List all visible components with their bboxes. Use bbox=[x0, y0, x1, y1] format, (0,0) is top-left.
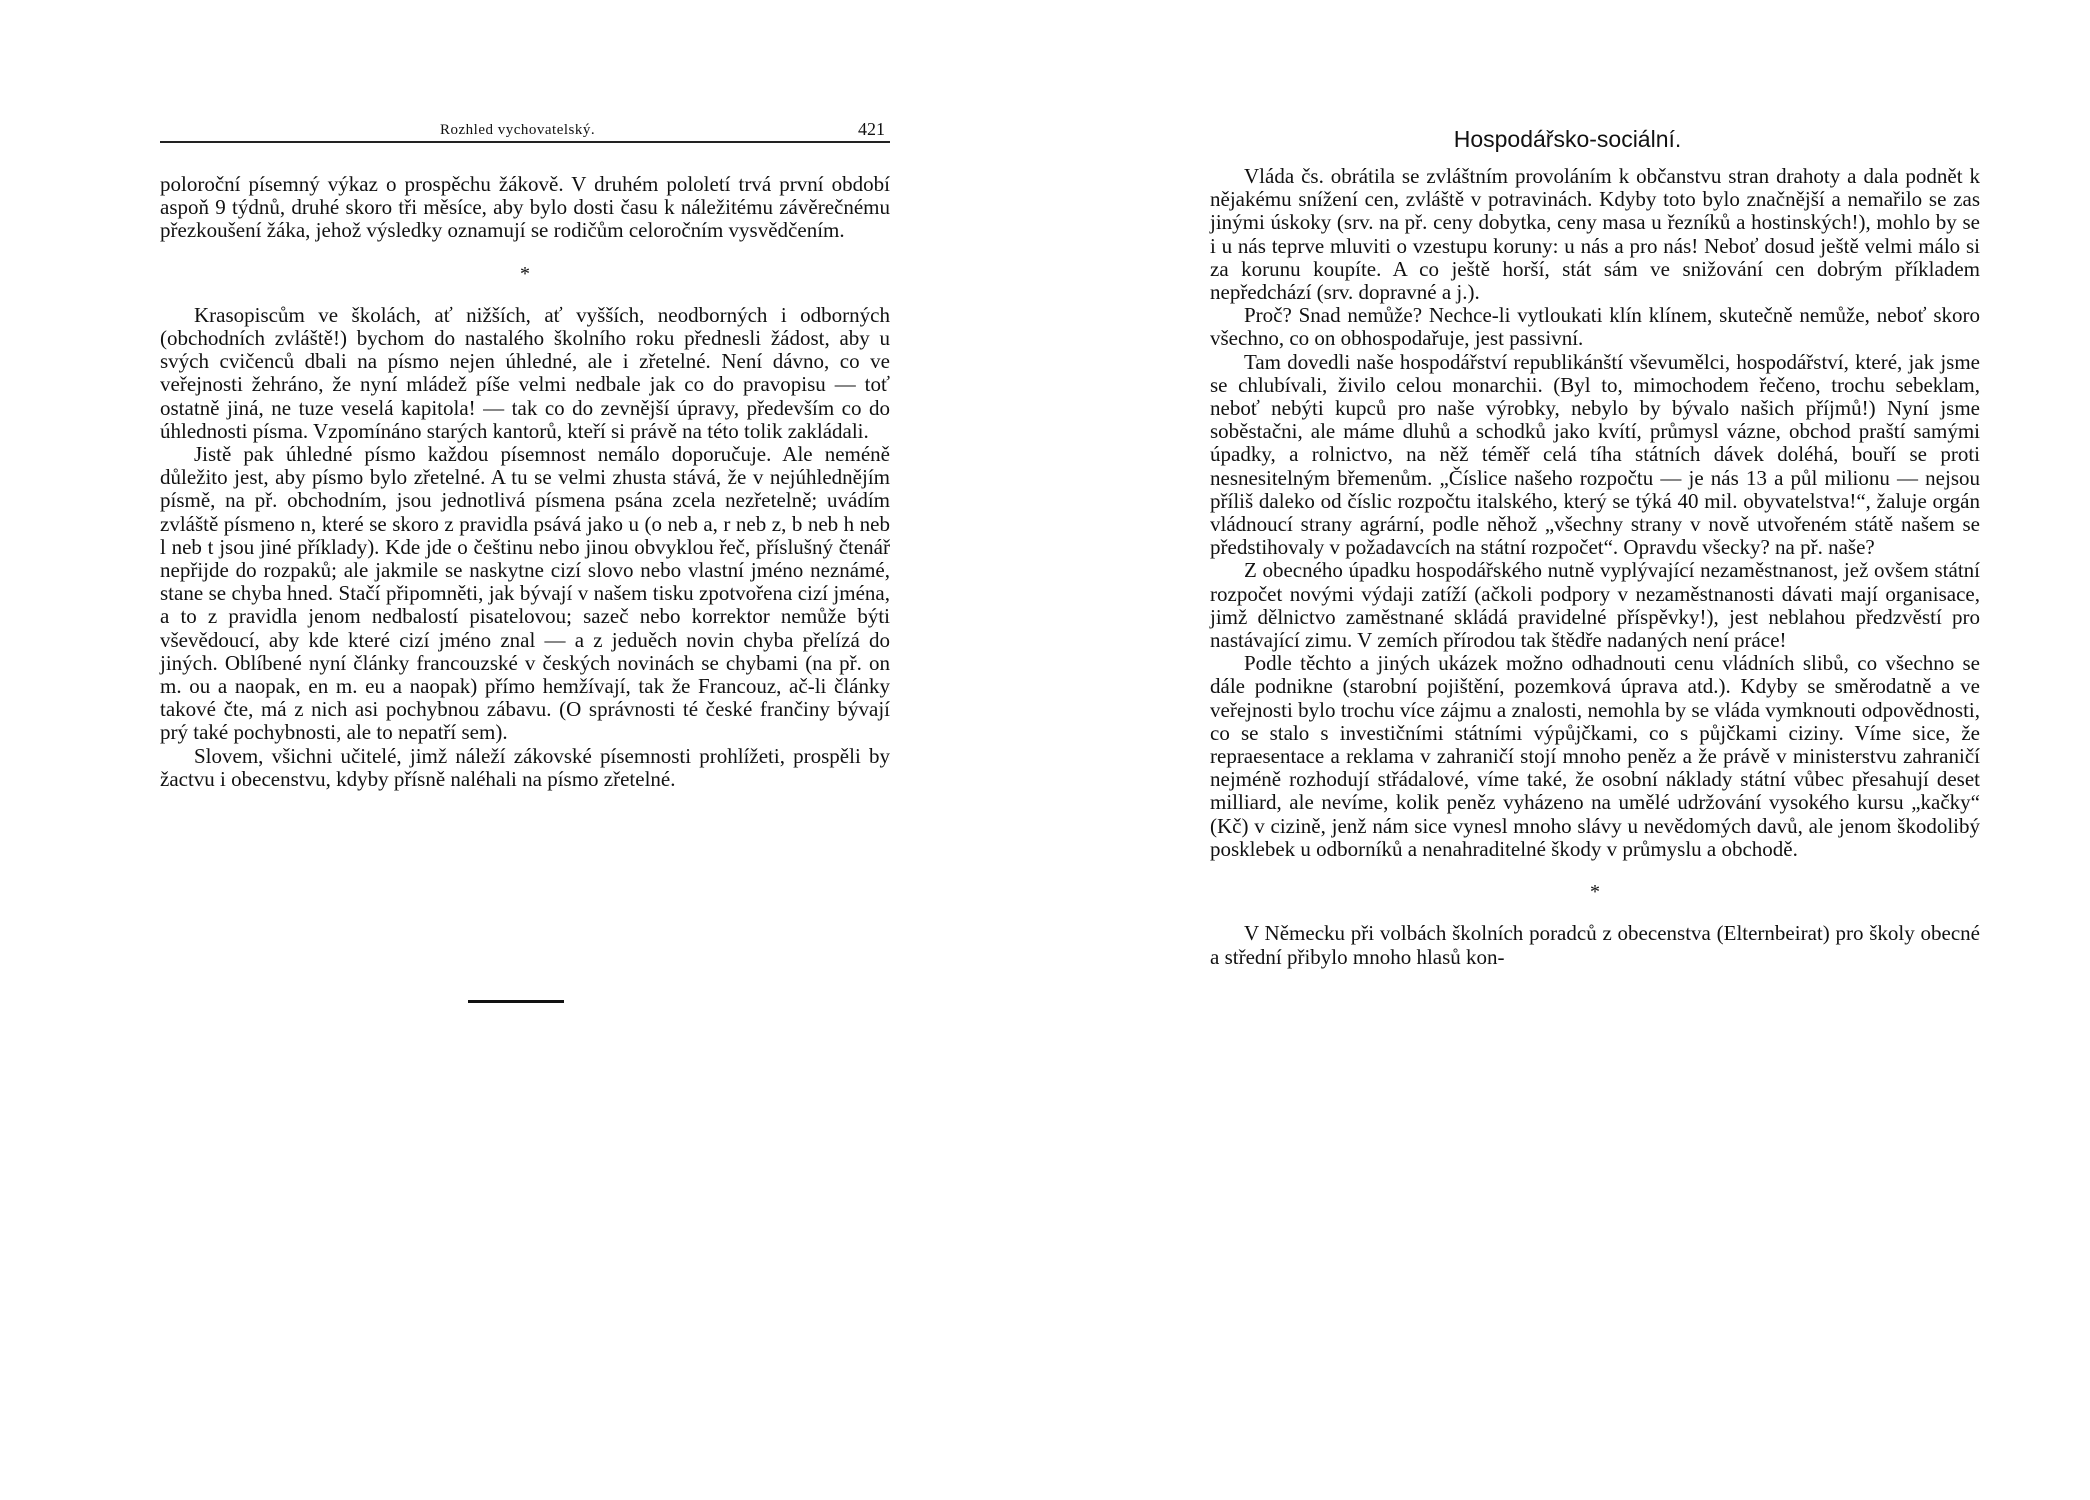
section-separator: * bbox=[1590, 881, 1600, 904]
paragraph: Krasopiscům ve školách, ať nižších, ať vyšších, neodborných i odborných (obchodních zvláště!) bychom do nastalého školního roku přednesli žádost, aby u svých cvičenců dbali na písmo nejen úhledné, ale i zřetelné. Není dávno, co ve veřejnosti žehráno, že nyní mládež píše velmi nedbale jak co do pravopisu — toť ostatně jiná, ne tuze veselá kapitola! — tak co do zevnější úpravy, především co do úhlednosti písma. Vzpomínáno starých kantorů, kteří si právě na této tolik zakládali. bbox=[160, 302, 890, 443]
left-text-column bbox=[160, 173, 890, 791]
paragraph: Jistě pak úhledné písmo každou písemnost nemálo doporučuje. Ale neméně důležito jest, aby písmo bylo zřetelné. A tu se velmi zhusta stává, že v nejúhlednějím písmě, na př. obchodním, jsou jednotlivá písmena psána zcela nezřetelně; uvádím zvláště písmeno n, které se skoro z pravidla psává jako u (o neb a, r neb z, b neb h neb l neb t jsou jiné příklady). Kde jde o češtinu nebo jinou obvyklou řeč, příslušný čtenář nepřijde do rozpaků; ale jakmile se naskytne cizí slovo nebo vlastní jméno neznámé, stane se chyba hned. Stačí připomněti, jak bývají v našem tisku zpotvořena cizí jména, a to z pravidla jenom nedbalostí pisatelovou; sazeč nebo korrektor nemůže býti vševědoucí, aby kde které cizí jméno znal — a z jeduěch novin chyba přelízá do jiných. Oblíbené nyní články francouzské v českých novinách se chybami (na př. on m. ou a naopak, en m. eu a naopak) přímo hemžívají, tak že Francouz, ač-li články takové čte, má z nich asi pochybnou zábavu. (O správnosti té české frančiny bývají prý také pochybnosti, ale to nepatří sem). bbox=[160, 442, 890, 745]
paragraph: Vláda čs. obrátila se zvláštním provoláním k občanstvu stran drahoty a dala podnět k nějakému snížení cen, zvláště v potravinách. Kdyby toto bylo značnější a nemařilo se zas jinými úskoky (srv. na př. ceny dobytka, ceny masa u řezníků a hostinských!), mohlo by se i u nás teprve mluviti o vzestupu koruny: u nás a pro nás! Neboť dosud ještě velmi málo si za korunu koupíte. A co ještě horší, stát sám ve snižování cen dobrým příkladem nepředchází (srv. dopravné a j.). bbox=[1210, 164, 1980, 305]
right-page bbox=[1045, 0, 2090, 1500]
page-number: 421 bbox=[858, 119, 885, 139]
end-rule bbox=[468, 1000, 564, 1003]
right-text-column bbox=[1210, 165, 1980, 969]
paragraph: V Německu při volbách školních poradců z obecenstva (Elternbeirat) pro školy obecné a střední přibylo mnoho hlasů kon- bbox=[1210, 921, 1980, 969]
header-rule bbox=[160, 141, 890, 143]
paragraph: Tam dovedli naše hospodářství republikánští vševumělci, hospodářství, které, jak jsme se chlubívali, živilo celou monarchii. (Byl to, mimochodem řečeno, trochu sebeklam, neboť nebýti kupců pro naše výrobky, nebylo by bývalo našich příjmů!) Nyní jsme soběstačni, ale máme dluhů a schodků jako kvítí, průmysl vázne, obchod praští samými úpadky, a rolnictvo, na něž téměř celá tíha státních dávek doléhá, bouří se proti nesnesitelným břemenům. „Číslice našeho rozpočtu — je nás 13 a půl milionu — nejsou příliš daleko od číslic rozpočtu italského, který se týká 40 mil. obyvatelstva!“, žaluje orgán vládnoucí strany agrární, podle něhož „všechny strany v nově utvořeném státě našem se předstihovaly v požadavcích na státní rozpočet“. Opravdu všecky? na př. naše? bbox=[1210, 349, 1980, 560]
section-separator: * bbox=[520, 262, 530, 285]
paragraph: Z obecného úpadku hospodářského nutně vyplývající nezaměstnanost, jež ovšem státní rozpočet novými výdaji zatíží (ačkoli podpory v nezaměstnanosti dávati mají organisace, jimž dělnictvo zaměstnané skládá pravidelné příspěvky!), jest neblahou předzvěstí pro nastávající zimu. V zemích přírodou tak štědře nadaných není práce! bbox=[1210, 558, 1980, 653]
running-head: Rozhled vychovatelský. bbox=[440, 122, 596, 138]
paragraph: poloroční písemný výkaz o prospěchu žákově. V druhém pololetí trvá první období aspoň 9 týdnů, druhé skoro tři měsíce, aby bylo dosti času k náležitému závěrečnému přezkoušení žáka, jehož výsledky oznamují se rodičům celoročním vysvědčením. bbox=[160, 172, 890, 243]
paragraph: Slovem, všichni učitelé, jimž náleží zákovské písemnosti prohlížeti, prospěli by žactvu i obecenstvu, kdyby přísně naléhali na písmo zřetelné. bbox=[160, 743, 890, 791]
paragraph: Proč? Snad nemůže? Nechce-li vytloukati klín klínem, skutečně nemůže, neboť skoro všechno, co on obhospodařuje, jest passivní. bbox=[1210, 303, 1980, 351]
paragraph: Podle těchto a jiných ukázek možno odhadnouti cenu vládních slibů, co všechno se dále podnikne (starobní pojištění, pozemková úprava atd.). Kdyby se směrodatně a ve veřejnosti bylo trochu více zájmu a znalosti, nemohla by se vláda vymknouti odpovědnosti, co se stalo s investičními státními výpůjčkami, co s půjčkami ciziny. Víme sice, že repraesentace a reklama v zahraničí stojí mnoho peněz a že právě v ministerstvu zahraničí nejméně rozhodují střádalové, víme také, že osobní náklady státní vůbec přesahují deset milliard, ale nevíme, kolik peněz vyházeno na umělé udržování vysokého kursu „kačky“ (Kč) v cizině, jenž nám sice vynesl mnoho slávy u nevědomých davů, ale jenom škodolibý posklebek u odborníků a nenahraditelné škody v průmyslu a obchodě. bbox=[1210, 651, 1980, 861]
running-head: Hospodářsko-sociální. bbox=[1453, 126, 1682, 152]
